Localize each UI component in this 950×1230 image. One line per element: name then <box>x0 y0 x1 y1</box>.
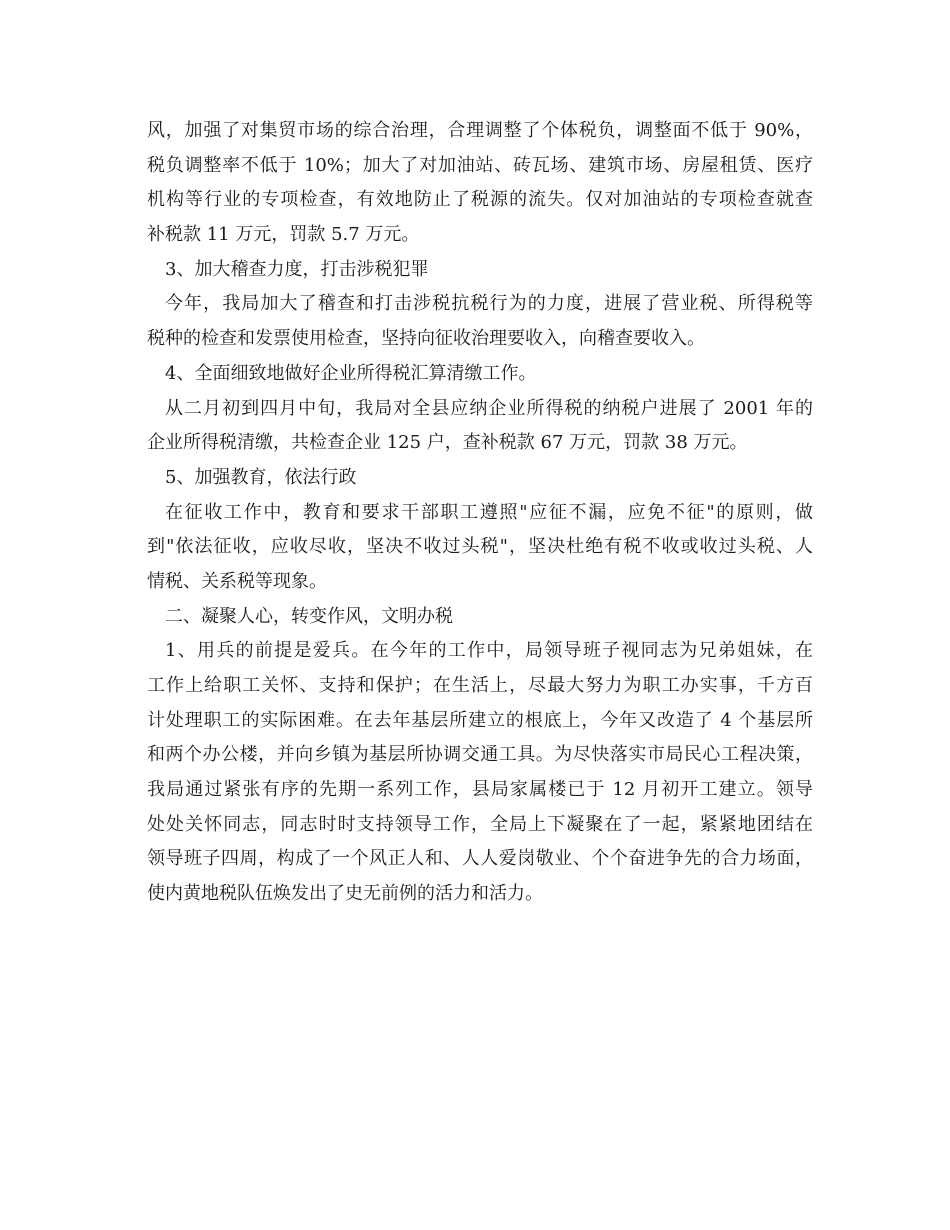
text-line: 使内黄地税队伍焕发出了史无前例的活力和活力。 <box>147 883 543 905</box>
text-line: 我局通过紧张有序的先期一系列工作，县局家属楼已于 12 月初开工建立。领导 <box>147 779 813 801</box>
text-line: 机构等行业的专项检查，有效地防止了税源的流失。仅对加油站的专项检查就查 <box>147 189 813 211</box>
section-heading: 5、加强教育，依法行政 <box>165 466 357 488</box>
text-line: 税种的检查和发票使用检查，坚持向征收治理要收入，向稽查要收入。 <box>147 328 705 350</box>
text-line: 和两个办公楼，并向乡镇为基层所协调交通工具。为尽快落实市局民心工程决策， <box>147 744 813 766</box>
text-line: 1、用兵的前提是爱兵。在今年的工作中，局领导班子视同志为兄弟姐妹，在 <box>165 640 813 662</box>
section-heading: 4、全面细致地做好企业所得税汇算清缴工作。 <box>165 362 537 384</box>
text-line: 补税款 11 万元，罚款 5.7 万元。 <box>147 224 420 246</box>
text-line: 今年，我局加大了稽查和打击涉税抗税行为的力度，进展了营业税、所得税等 <box>165 293 813 315</box>
text-line: 企业所得税清缴，共检查企业 125 户，查补税款 67 万元，罚款 38 万元。 <box>147 432 748 454</box>
text-line: 风，加强了对集贸市场的综合治理，合理调整了个体税负，调整面不低于 90%， <box>147 120 813 141</box>
text-line: 计处理职工的实际困难。在去年基层所建立的根底上，今年又改造了 4 个基层所 <box>147 709 813 731</box>
document-body <box>147 114 813 912</box>
text-line: 处处关怀同志，同志时时支持领导工作，全局上下凝聚在了一起，紧紧地团结在 <box>147 813 813 835</box>
text-line: 税负调整率不低于 10%；加大了对加油站、砖瓦场、建筑市场、房屋租赁、医疗 <box>147 154 813 176</box>
section-heading: 二、凝聚人心，转变作风，文明办税 <box>165 605 453 627</box>
text-line: 在征收工作中，教育和要求干部职工遵照"应征不漏，应免不征"的原则，做 <box>165 501 813 523</box>
text-line: 到"依法征收，应收尽收，坚决不收过头税"，坚决杜绝有税不收或收过头税、人 <box>147 536 813 558</box>
text-line: 从二月初到四月中旬，我局对全县应纳企业所得税的纳税户进展了 2001 年的 <box>165 397 813 419</box>
text-line: 领导班子四周，构成了一个风正人和、人人爱岗敬业、个个奋进争先的合力场面， <box>147 848 813 870</box>
text-line: 工作上给职工关怀、支持和保护；在生活上，尽最大努力为职工办实事，千方百 <box>147 675 813 696</box>
section-heading: 3、加大稽查力度，打击涉税犯罪 <box>165 258 429 280</box>
text-line: 情税、关系税等现象。 <box>147 570 327 592</box>
